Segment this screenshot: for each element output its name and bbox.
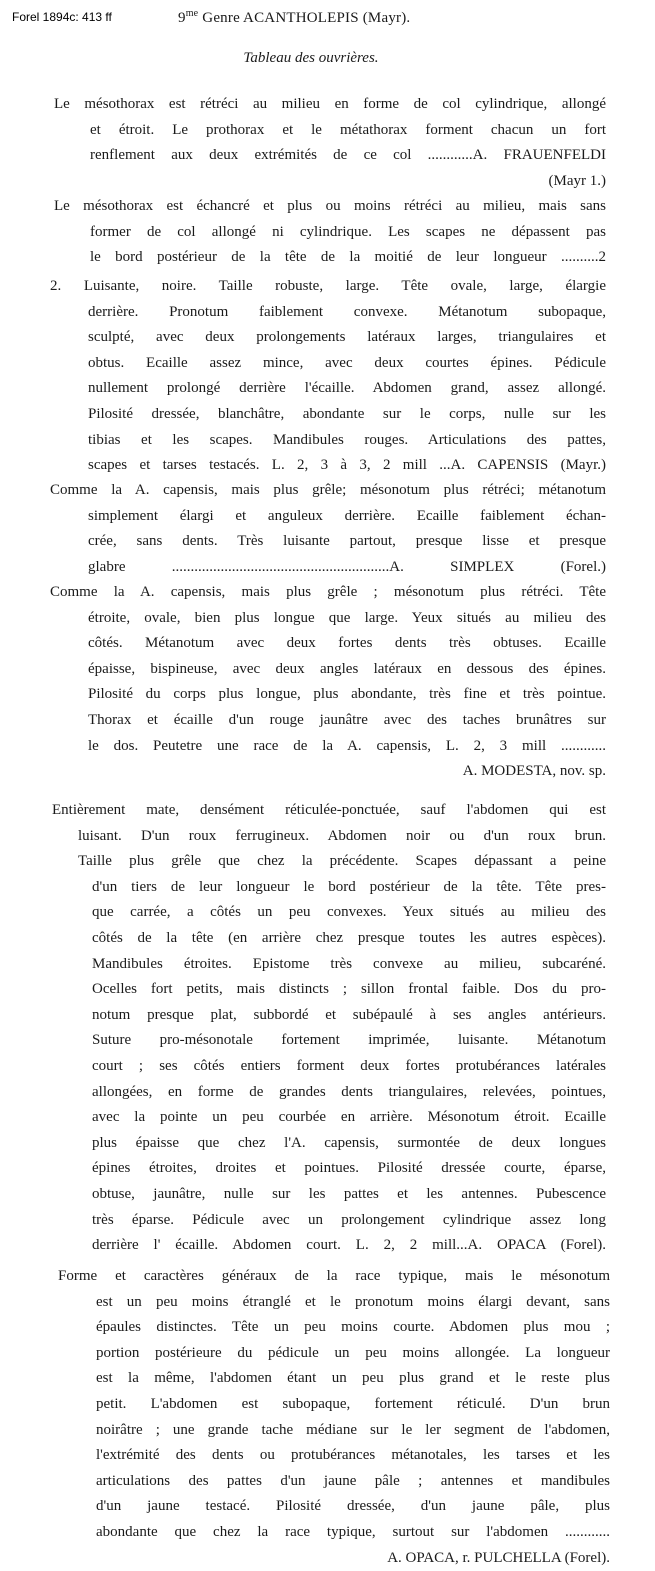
entry-line: d'un tiers de leur longueur le bord postérieur de la tête. Tête pres- (92, 878, 606, 895)
table-title: Tableau des ouvrières. (243, 50, 379, 66)
entry-line: Comme la A. capensis, mais plus grêle ; mésonotum plus rétréci. Tête (50, 584, 606, 600)
entry-line: crée, sans dents. Très luisante partout, presque lisse et presque (88, 533, 606, 550)
key-entry-simplex (50, 478, 606, 580)
entry-line: Mandibules étroites. Epistome très convexe au milieu, subcaréné. (92, 955, 606, 972)
entry-line: nullement prolongé derrière l'écaille. Abdomen grand, assez allongé. (88, 380, 606, 397)
entry-line: Ocelles fort petits, mais distincts ; sillon frontal faible. Dos du pro- (92, 981, 606, 998)
key-entry-frauenfeldi (54, 92, 606, 194)
key-entry-modesta (50, 580, 606, 785)
entry-line: est un peu moins étranglé et le pronotum moins élargi devant, sans (96, 1293, 610, 1310)
entry-line: renflement aux deux extrémités de ce col ............A. FRAUENFELDI (90, 147, 606, 164)
entry-line: A. MODESTA, nov. sp. (462, 763, 606, 780)
entry-line: épaisse, bispineuse, avec deux angles latéraux en dessous des épines. (88, 660, 606, 677)
entry-line: obtuse, jaunâtre, nulle sur les pattes et les antennes. Pubescence (92, 1185, 606, 1202)
entry-line: abondante que chez la race typique, surtout sur l'abdomen ............ (96, 1523, 610, 1540)
entry-line: côtés de la tête (en arrière chez presque toutes les autres espèces). (92, 929, 606, 946)
key-entry-couplet-1b (54, 194, 606, 271)
entry-line: épines étroites, droites et pointues. Pilosité dressée courte, éparse, (92, 1160, 606, 1177)
entry-line: plus épaisse que chez l'A. capensis, surmontée de deux longues (92, 1134, 606, 1151)
entry-line: que carrée, a côtés un peu convexes. Yeux situés au milieu des (92, 904, 606, 921)
entry-line: simplement élargi et anguleux derrière. Ecaille faiblement échan- (88, 507, 606, 524)
entry-line: Pilosité du corps plus longue, plus abondante, très fine et très pointue. (88, 686, 606, 703)
entry-line: Le mésothorax est échancré et plus ou moins rétréci au milieu, mais sans (54, 198, 606, 214)
entry-line: Thorax et écaille d'un rouge jaunâtre avec des taches brunâtres sur (88, 711, 606, 728)
entry-line: très éparse. Pédicule avec un prolongement cylindrique assez long (92, 1211, 606, 1228)
entry-line: et étroit. Le prothorax et le métathorax forment chacun un fort (90, 121, 606, 138)
entry-line: 2. Luisante, noire. Taille robuste, large. Tête ovale, large, élargie (50, 278, 606, 294)
entry-line: étroite, ovale, bien plus longue que large. Yeux situés au milieu des (88, 609, 606, 626)
entry-line: Le mésothorax est rétréci au milieu en forme de col cylindrique, allongé (54, 96, 606, 112)
entry-line: portion postérieure du pédicule un peu moins allongée. La longueur (96, 1344, 610, 1361)
entry-line: côtés. Métanotum avec deux fortes dents très obtuses. Ecaille (88, 635, 606, 652)
entry-line: est la même, l'abdomen étant un peu plus grand et le reste plus (96, 1370, 610, 1387)
entry-line: Comme la A. capensis, mais plus grêle; mésonotum plus rétréci; métanotum (50, 482, 606, 498)
entry-line: Entièrement mate, densément réticulée-ponctuée, sauf l'abdomen qui est (52, 802, 606, 818)
entry-line: derrière. Pronotum faiblement convexe. Métanotum subopaque, (88, 303, 606, 320)
entry-line: Taille plus grêle que chez la précédente. Scapes dépassant a peine (78, 853, 606, 870)
entry-line: allongées, en forme de grandes dents triangulaires, relevées, pointues, (92, 1083, 606, 1100)
entry-line: notum presque plat, subbordé et subépaulé à ses angles antérieurs. (92, 1006, 606, 1023)
entry-line: le bord postérieur de la tête de la moitié de leur longueur ..........2 (90, 249, 606, 266)
entry-line: obtus. Ecaille assez mince, avec deux courtes épines. Pédicule (88, 354, 606, 371)
entry-line: derrière l' écaille. Abdomen court. L. 2, 2 mill...A. OPACA (Forel). (92, 1237, 606, 1254)
entry-line: court ; ses côtés entiers forment deux fortes protubérances latérales (92, 1057, 606, 1074)
entry-line: Pilosité dressée, blanchâtre, abondante sur le corps, nulle sur les (88, 405, 606, 422)
entry-line: épaules distinctes. Tête un peu moins courte. Abdomen plus mou ; (96, 1319, 610, 1336)
entry-line: petit. L'abdomen est subopaque, fortement réticulé. D'un brun (96, 1395, 610, 1412)
key-entry-pulchella (58, 1264, 610, 1571)
citation-reference: Forel 1894c: 413 ff (12, 10, 112, 24)
entry-line: articulations des pattes d'un jaune pâle ; antennes et mandibules (96, 1472, 610, 1489)
entry-line: scapes et tarses testacés. L. 2, 3 à 3, 2 mill ...A. CAPENSIS (Mayr.) (88, 457, 606, 474)
entry-line: noirâtre ; une grande tache médiane sur le ler segment de l'abdomen, (96, 1421, 610, 1438)
entry-line: tibias et les scapes. Mandibules rouges. Articulations des pattes, (88, 431, 606, 448)
entry-line: le dos. Peutetre une race de la A. capensis, L. 2, 3 mill ............ (88, 737, 606, 754)
key-entry-opaca (52, 798, 606, 1259)
key-entry-capensis (50, 274, 606, 479)
entry-line: avec la pointe un peu courbée en arrière. Mésonotum étroit. Ecaille (92, 1109, 606, 1126)
entry-line: luisant. D'un roux ferrugineux. Abdomen noir ou d'un roux brun. (78, 827, 606, 844)
entry-line: sculpté, avec deux prolongements latéraux larges, triangulaires et (88, 329, 606, 346)
entry-line: (Mayr 1.) (548, 172, 606, 189)
entry-line: former de col allongé ni cylindrique. Les scapes ne dépassent pas (90, 223, 606, 240)
genre-heading: $9^{me}$ Genre ACANTHOLEPIS (Mayr). (178, 8, 411, 26)
entry-line: l'extrémité des dents ou protubérances métanotales, les tarses et les (96, 1447, 610, 1464)
entry-line: A. OPACA, r. PULCHELLA (Forel). (387, 1549, 610, 1566)
page-header (0, 8, 655, 34)
entry-line: Suture pro-mésonotale fortement imprimée, luisante. Métanotum (92, 1032, 606, 1049)
entry-line: d'un jaune testacé. Pilosité dressée, d'un jaune pâle, plus (96, 1498, 610, 1515)
entry-line: Forme et caractères généraux de la race typique, mais le mésonotum (58, 1268, 610, 1284)
entry-line: glabre ..........................................................A. SIMPLEX (Forel.) (88, 558, 606, 575)
